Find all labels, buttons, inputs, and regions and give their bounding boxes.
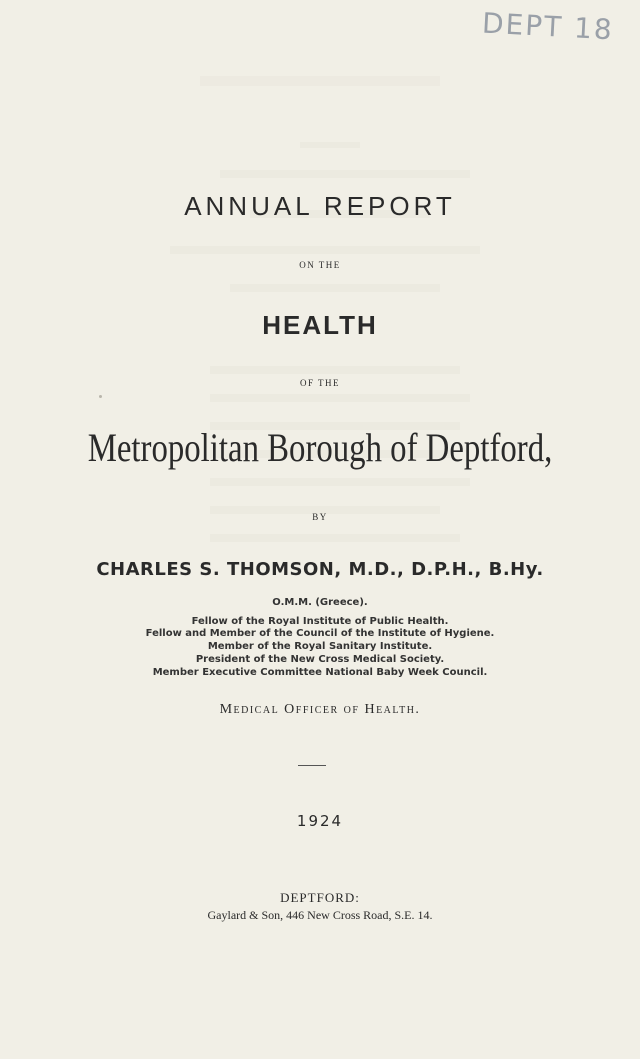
- author-role: Medical Officer of Health.: [219, 702, 421, 717]
- report-title: ANNUAL REPORT: [184, 191, 456, 221]
- handwritten-annotation: DEPT 18: [481, 6, 615, 47]
- author-credential: Member Executive Committee National Baby Week Council.: [152, 667, 488, 678]
- divider: [298, 765, 326, 766]
- author-credential: President of the New Cross Medical Society.: [195, 654, 445, 665]
- report-year: 1924: [296, 812, 344, 830]
- author-credential: O.M.M. (Greece).: [272, 597, 368, 608]
- imprint-place: DEPTFORD:: [280, 890, 360, 905]
- borough-name: Metropolitan Borough of Deptford,: [87, 425, 553, 470]
- author-credential: Fellow and Member of the Council of the Institute of Hygiene.: [145, 628, 495, 639]
- author-name: CHARLES S. THOMSON, M.D., D.P.H., B.Hy.: [96, 559, 544, 580]
- report-subject: HEALTH: [262, 310, 378, 340]
- ink-speck: [99, 395, 102, 398]
- on-the-label: ON THE: [299, 260, 341, 270]
- by-label: BY: [312, 512, 328, 522]
- of-the-label: OF THE: [299, 378, 341, 388]
- author-credential: Member of the Royal Sanitary Institute.: [207, 641, 433, 652]
- imprint-printer: Gaylard & Son, 446 New Cross Road, S.E. 14.: [207, 908, 433, 922]
- author-credential: Fellow of the Royal Institute of Public Health.: [191, 616, 449, 627]
